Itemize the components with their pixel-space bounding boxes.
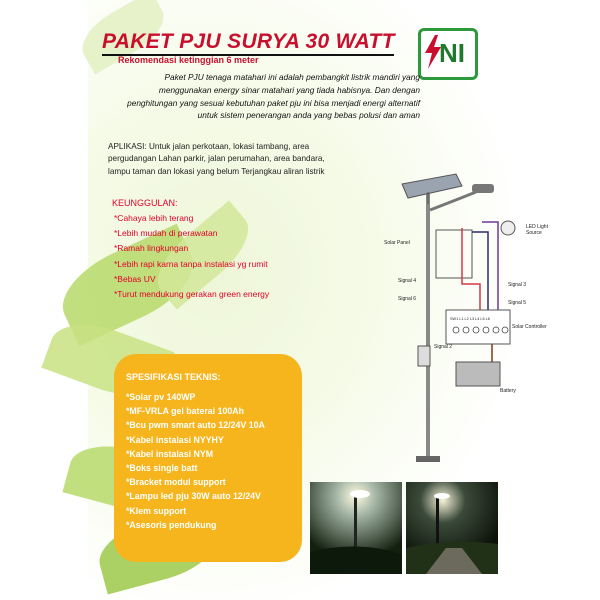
lamp-arm <box>430 192 476 210</box>
spesifikasi-heading: SPESIFIKASI TEKNIS: <box>126 372 221 382</box>
lamp-pole <box>426 190 430 462</box>
led-light-label: LED Light <box>526 224 548 230</box>
wire-purple <box>482 222 498 320</box>
keunggulan-heading: KEUNGGULAN: <box>112 198 178 208</box>
signal-2-label: Signal 2 <box>434 344 453 350</box>
aplikasi-label: APLIKASI: <box>108 142 147 151</box>
pole-box <box>418 346 430 366</box>
logo-text: NI <box>439 38 465 68</box>
wiring-diagram <box>286 170 548 470</box>
list-item: *Turut mendukung gerakan green energy <box>114 289 270 300</box>
aplikasi-text: Untuk jalan perkotaan, lokasi tambang, area pergudangan Lahan parkir, jalan perumahan, area bandara, lampu taman dan lokasi yang belum Terjangkau aliran listrik <box>108 142 325 176</box>
sni-logo <box>418 28 478 80</box>
list-item: *Kabel instalasi NYYHY <box>126 434 224 445</box>
list-item: *Lebih mudah di perawatan <box>114 228 218 239</box>
solar-panel-graphic <box>402 174 462 198</box>
controller-terminals-label: SW1 L1 L2 L3 L4 L5 L6 <box>450 317 490 321</box>
solar-panel-label: Solar Panel <box>384 240 410 246</box>
list-item: *MF-VRLA gel baterai 100Ah <box>126 406 244 417</box>
list-item: *Boks single batt <box>126 463 198 474</box>
intro-text: tenaga matahari ini adalah pembangkit listrik mandiri yang menggunakan energy sinar matahari yang tiada habisnya. Dan dengan penghitungan yang sesuai kebutuhan paket pju ini bisa menjadi energi alternatif untuk sistem penerangan anda yang bebas polusi dan aman <box>127 72 420 121</box>
led-source-label: Source <box>526 230 542 236</box>
street-lamp-photo-graphic <box>406 482 498 574</box>
spesifikasi-box <box>114 354 302 562</box>
list-item: *Asesoris pendukung <box>126 519 217 530</box>
signal-5-label: Signal 5 <box>508 300 527 306</box>
list-item: *Lebih rapi karna tanpa instalasi yg rumit <box>114 258 268 269</box>
list-item: *Bebas UV <box>114 273 156 284</box>
signal-4-label: Signal 4 <box>398 278 417 284</box>
led-source-icon <box>501 221 515 235</box>
street-lamp-photo-graphic <box>310 482 402 574</box>
list-item: *Bcu pwm smart auto 12/24V 10A <box>126 420 265 431</box>
intro-paragraph <box>110 71 420 122</box>
list-item: *Bracket modul support <box>126 477 226 488</box>
list-item: *Klem support <box>126 505 187 516</box>
list-item: *Kabel instalasi NYM <box>126 448 214 459</box>
panel-junction <box>436 230 472 278</box>
page-title: PAKET PJU SURYA 30 WATT <box>102 30 395 53</box>
solar-controller-label: Solar Controller <box>512 324 547 330</box>
night-street-photo-2 <box>406 482 498 574</box>
spesifikasi-list <box>126 390 265 532</box>
pole-base <box>416 456 440 462</box>
list-item: *Ramah lingkungan <box>114 243 189 254</box>
list-item: *Solar pv 140WP <box>126 392 196 402</box>
wire-red <box>462 228 480 320</box>
subtitle: Rekomendasi ketinggian 6 meter <box>118 55 259 65</box>
battery-label: Battery <box>500 388 516 394</box>
lamp-head-graphic <box>472 184 494 193</box>
battery-graphic <box>456 362 500 386</box>
signal-6-label: Signal 6 <box>398 296 417 302</box>
list-item: *Cahaya lebih terang <box>114 213 194 223</box>
intro-brand: Paket PJU <box>164 72 204 82</box>
brochure-page <box>88 0 548 600</box>
night-street-photo-1 <box>310 482 402 574</box>
keunggulan-list <box>114 211 269 302</box>
list-item: *Lampu led pju 30W auto 12/24V <box>126 491 261 502</box>
signal-3-label: Signal 3 <box>508 282 527 288</box>
